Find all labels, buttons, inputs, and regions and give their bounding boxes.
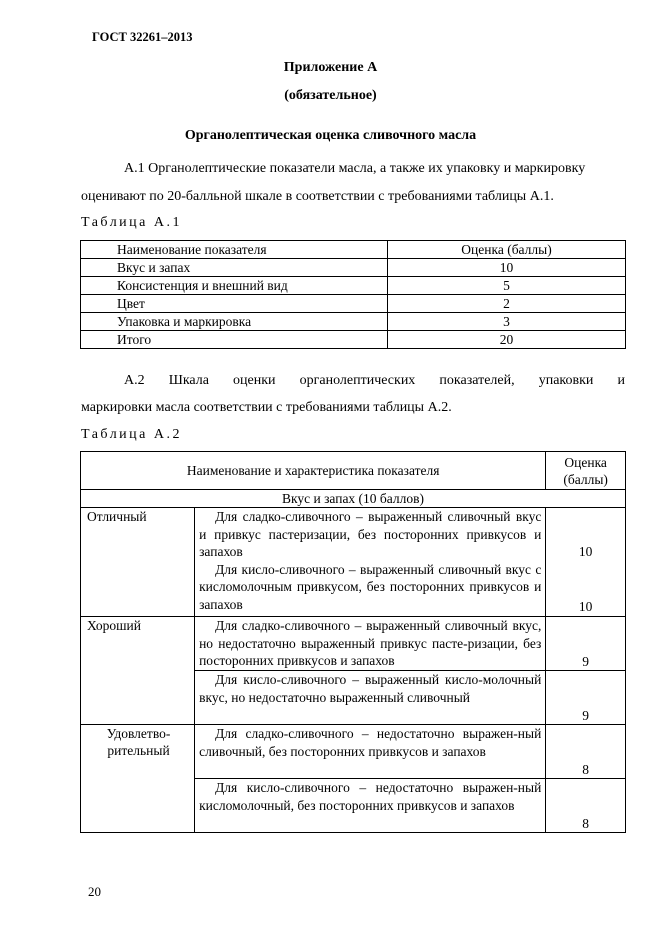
grade-label: Отличный	[81, 508, 195, 617]
table-row	[81, 331, 626, 349]
page-number: 20	[88, 884, 101, 899]
score-value: 8	[546, 725, 626, 779]
grade-label-text: Удовлетво-рительный	[106, 726, 171, 758]
table-row	[81, 295, 626, 313]
description-item: Для кисло-сливочного – недостаточно выражен-ный кисломолочный, без посторонних привкусов и запахов	[199, 780, 542, 813]
score-value: 10	[578, 544, 593, 559]
grade-description	[195, 508, 546, 617]
table-cell-score: 5	[388, 277, 626, 295]
table-row	[81, 617, 626, 671]
table-row	[81, 259, 626, 277]
table-a1	[80, 240, 626, 349]
grade-description	[195, 617, 546, 671]
description-item: Для сладко-сливочного – выраженный сливочный вкус, но недостаточно выраженный привкус пасте-ризации, без посторонних привкусов и запахов	[199, 618, 542, 668]
description-item: Для сладко-сливочного – недостаточно выражен-ный сливочный, без посторонних привкусов и запахов	[199, 726, 542, 759]
grade-description	[195, 725, 546, 779]
score-value: 8	[546, 779, 626, 833]
table-cell-name: Консистенция и внешний вид	[81, 277, 388, 295]
grade-score	[546, 508, 626, 617]
table-cell-name: Итого	[81, 331, 388, 349]
table-a2	[80, 451, 626, 833]
grade-description	[195, 779, 546, 833]
table-row	[81, 508, 626, 617]
table2-caption: Таблица А.2	[81, 427, 182, 442]
paragraph-a2-line2: маркировки масла соответствии с требованиями таблицы А.2.	[81, 400, 452, 415]
grade-label: Хороший	[81, 617, 195, 725]
table-header-cell: Оценка (баллы)	[388, 241, 626, 259]
table-row	[81, 313, 626, 331]
paragraph-a2-line1: А.2 Шкала оценки органолептических показателей, упаковки и	[124, 373, 625, 388]
table-cell-name: Цвет	[81, 295, 388, 313]
table-cell-score: 10	[388, 259, 626, 277]
document-header: ГОСТ 32261–2013	[92, 30, 193, 44]
appendix-title: Приложение А	[283, 60, 378, 75]
score-value: 9	[546, 671, 626, 725]
description-item: Для кисло-сливочного – выраженный сливочный вкус с кисломолочным привкусом, без посторонних привкусов и запахов	[199, 561, 542, 612]
table-header-cell: Наименование и характеристика показателя	[81, 452, 546, 490]
grade-description	[195, 671, 546, 725]
table-header-row	[81, 452, 626, 490]
table-cell-name: Вкус и запах	[81, 259, 388, 277]
table1-caption: Таблица А.1	[81, 215, 182, 230]
paragraph-a1-line2: оценивают по 20-балльной шкале в соответствии с требованиями таблицы А.1.	[81, 189, 554, 204]
description-item: Для кисло-сливочного – выраженный кисло-молочный вкус, но недостаточно выраженный сливочный	[199, 672, 542, 705]
table-cell-score: 20	[388, 331, 626, 349]
table-cell-score: 3	[388, 313, 626, 331]
appendix-heading: Органолептическая оценка сливочного масла	[184, 128, 477, 143]
description-item: Для сладко-сливочного – выраженный сливочный вкус и привкус пастеризации, без посторонних привкусов и запахов	[199, 509, 542, 559]
grade-label	[81, 725, 195, 833]
table-cell-name: Упаковка и маркировка	[81, 313, 388, 331]
paragraph-a1-line1: А.1 Органолептические показатели масла, а также их упаковку и маркировку	[124, 161, 586, 176]
table-header-cell: Наименование показателя	[81, 241, 388, 259]
table-section-row	[81, 490, 626, 508]
table-row	[81, 725, 626, 779]
table-section-title: Вкус и запах (10 баллов)	[81, 490, 626, 508]
appendix-status: (обязательное)	[284, 88, 377, 103]
score-value: 9	[546, 617, 626, 671]
table-cell-score: 2	[388, 295, 626, 313]
table-header-row	[81, 241, 626, 259]
table-header-cell: Оценка (баллы)	[546, 452, 626, 490]
table-row	[81, 277, 626, 295]
score-value: 10	[578, 599, 593, 614]
